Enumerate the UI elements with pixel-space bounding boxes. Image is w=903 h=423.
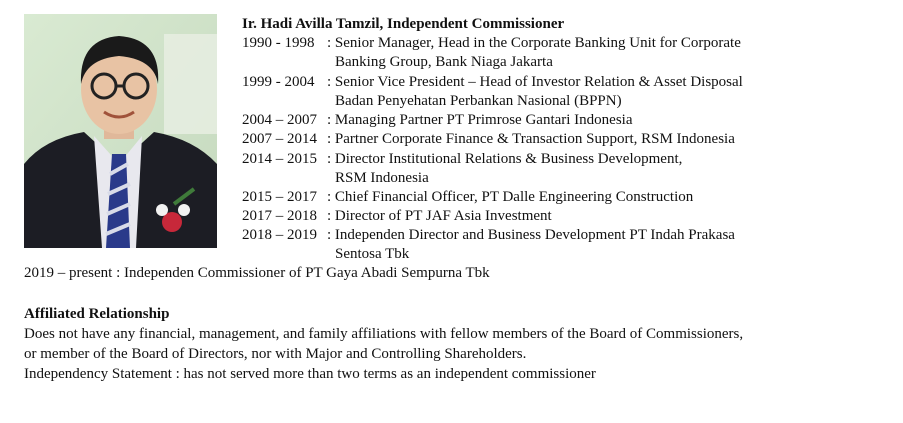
career-period: 2017 – 2018 — [242, 208, 317, 224]
career-description: Banking Group, Bank Niaga Jakarta — [335, 54, 553, 70]
career-description: : Managing Partner PT Primrose Gantari Indonesia — [327, 112, 633, 128]
career-description: : Independen Director and Business Development PT Indah Prakasa — [327, 227, 735, 243]
independency-statement: Independency Statement : has not served more than two terms as an independent commissioner — [24, 366, 596, 382]
career-description: : Chief Financial Officer, PT Dalle Engineering Construction — [327, 189, 694, 205]
career-period: 1999 - 2004 — [242, 74, 315, 90]
career-period: 2004 – 2007 — [242, 112, 317, 128]
career-period: 2015 – 2017 — [242, 189, 317, 205]
career-description: RSM Indonesia — [335, 170, 429, 186]
career-description: : Partner Corporate Finance & Transaction Support, RSM Indonesia — [327, 131, 735, 147]
affiliation-heading: Affiliated Relationship — [24, 306, 170, 322]
career-description: : Director of PT JAF Asia Investment — [327, 208, 552, 224]
affiliation-text: Does not have any financial, management, and family affiliations with fellow members of the Board of Commissioners, — [24, 326, 744, 342]
portrait-photo — [24, 14, 217, 248]
portrait-illustration — [24, 14, 217, 248]
career-period: 2018 – 2019 — [242, 227, 317, 243]
career-description: Badan Penyehatan Perbankan Nasional (BPPN) — [335, 93, 622, 109]
career-description: : Senior Manager, Head in the Corporate Banking Unit for Corporate — [327, 35, 741, 51]
career-period: 2007 – 2014 — [242, 131, 317, 147]
career-description: : Senior Vice President – Head of Investor Relation & Asset Disposal — [327, 74, 743, 90]
career-period: 1990 - 1998 — [242, 35, 315, 51]
affiliation-text: or member of the Board of Directors, nor with Major and Controlling Shareholders. — [24, 346, 527, 362]
career-period: 2014 – 2015 — [242, 151, 317, 167]
current-position: 2019 – present : Independen Commissioner of PT Gaya Abadi Sempurna Tbk — [24, 265, 490, 281]
commissioner-name-title: Ir. Hadi Avilla Tamzil, Independent Commissioner — [242, 16, 565, 32]
career-description: : Director Institutional Relations & Business Development, — [327, 151, 683, 167]
career-description: Sentosa Tbk — [335, 246, 410, 262]
